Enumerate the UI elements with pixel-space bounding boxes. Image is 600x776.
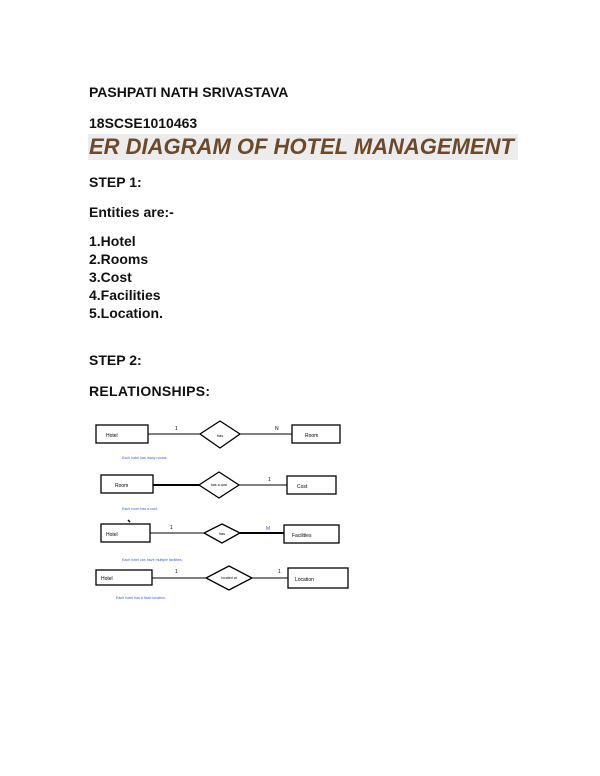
step-1-label: STEP 1: <box>89 174 142 190</box>
entity-label: Room <box>115 483 129 489</box>
cardinality-label: 1 <box>170 525 173 531</box>
connector-tick <box>128 520 130 522</box>
cardinality-label: N <box>275 426 279 432</box>
entities-heading: Entities are:- <box>89 204 174 220</box>
cardinality-label: 1 <box>175 426 178 432</box>
author-name: PASHPATI NATH SRIVASTAVA <box>89 84 289 100</box>
relationships-heading: RELATIONSHIPS: <box>89 383 211 399</box>
entity-label: Hotel <box>106 532 118 538</box>
relationship-label: has <box>216 433 224 438</box>
entity-label: Location <box>295 577 314 583</box>
step-2-label: STEP 2: <box>89 352 142 368</box>
entity-label: Facilities <box>292 533 312 539</box>
entity-label: Hotel <box>101 576 113 582</box>
entity-label: Hotel <box>106 433 118 439</box>
diagram-caption: Each hotel has many rooms. <box>122 456 168 460</box>
cardinality-label: 1 <box>175 569 178 575</box>
relationship-label: has <box>218 532 226 536</box>
er-diagram-4 <box>96 566 348 600</box>
entity-label: Cost <box>297 484 308 490</box>
cardinality-label: M <box>266 526 271 532</box>
cardinality-label: 1 <box>278 569 281 575</box>
entity-box <box>287 476 336 494</box>
roll-number: 18SCSE1010463 <box>89 115 198 131</box>
entity-item: 4.Facilities <box>89 287 161 303</box>
entity-label: Room <box>305 433 319 439</box>
er-diagram-3 <box>101 520 339 562</box>
relationship-label: has a cost <box>210 483 228 487</box>
relationship-label: located at <box>221 576 237 580</box>
diagram-caption: Each hotel has a fixed location. <box>116 596 166 600</box>
cardinality-label: 1 <box>268 477 271 483</box>
er-diagram-1 <box>96 421 340 460</box>
entity-item: 2.Rooms <box>89 251 149 267</box>
page-title: ER DIAGRAM OF HOTEL MANAGEMENT <box>88 134 518 160</box>
entity-item: 1.Hotel <box>89 233 136 249</box>
diagram-caption: Each hotel can have multiple facilities. <box>122 558 183 562</box>
entity-item: 5.Location. <box>89 305 163 321</box>
entity-item: 3.Cost <box>89 269 132 285</box>
entity-box <box>96 425 148 443</box>
er-diagram-2 <box>101 472 336 511</box>
diagram-caption: Each room has a cost. <box>122 507 158 511</box>
